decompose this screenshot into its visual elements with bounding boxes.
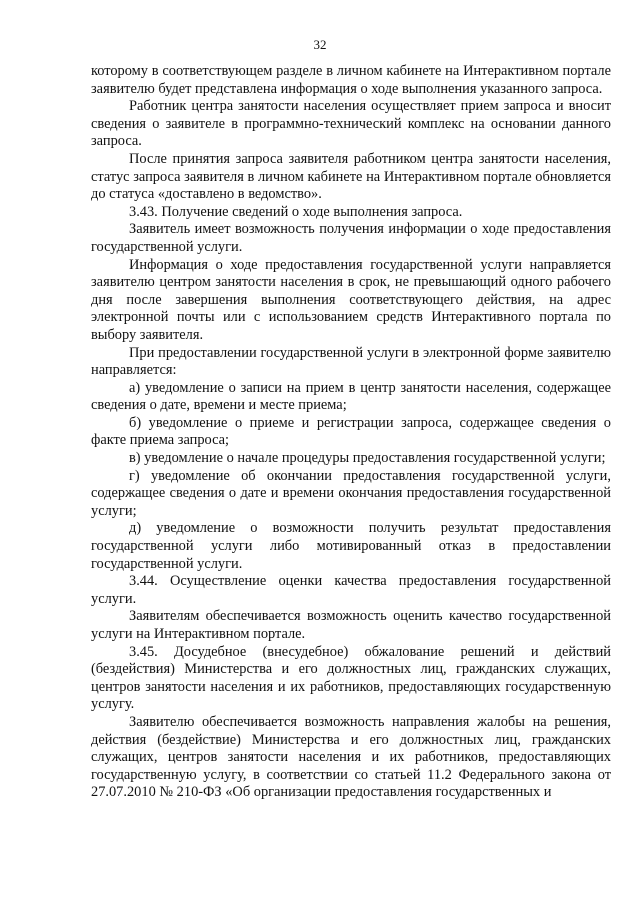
page-number: 32: [313, 37, 327, 52]
section-heading-3-45: 3.45. Досудебное (внесудебное) обжалование решений и действий (бездействия) Министерства и его должностных лиц, гражданских служащих, центров занятости населения и их работников, предоставляющих государственную услугу.: [91, 643, 611, 713]
list-item-v: в) уведомление о начале процедуры предоставления государственной услуги;: [129, 450, 606, 467]
list-item-g: г) уведомление об окончании предоставления государственной услуги, содержащее сведения о дате и времени окончания предоставления государственной услуги;: [91, 467, 611, 519]
paragraph-complaint-submission: Заявителю обеспечивается возможность направления жалобы на решения, действия (бездействие) Министерства и его должностных лиц, гражданских служащих, центров занятости населения и их работников, предоставляющих государственную услугу, в соответствии со статьей 11.2 Федерального закона от 27.07.2010 № 210-ФЗ «Об организации предоставления государственных и: [91, 713, 611, 801]
paragraph-applicant-info-ability: Заявитель имеет возможность получения информации о ходе предоставления государственной услуги.: [91, 221, 611, 255]
document-body: [91, 63, 611, 802]
paragraph-continuation: которому в соответствующем разделе в личном кабинете на Интерактивном портале заявителю будет представлена информация о ходе выполнения указанного запроса.: [91, 63, 611, 97]
paragraph-quality-assessment: Заявителям обеспечивается возможность оценить качество государственной услуги на Интерактивном портале.: [91, 608, 611, 642]
list-item-a: а) уведомление о записи на прием в центр занятости населения, содержащее сведения о дате, времени и месте приема;: [91, 379, 611, 414]
paragraph-progress-info-delivery: Информация о ходе предоставления государственной услуги направляется заявителю центром занятости населения в срок, не превышающий одного рабочего дня после завершения выполнения соответствующего действия, на адрес электронной почты или с использованием средств Интерактивного портала по выбору заявителя.: [91, 256, 611, 343]
section-heading-3-44: 3.44. Осуществление оценки качества предоставления государственной услуги.: [91, 573, 611, 607]
list-item-b: б) уведомление о приеме и регистрации запроса, содержащее сведения о факте приема запроса;: [91, 414, 611, 449]
paragraph-request-status-update: После принятия запроса заявителя работником центра занятости населения, статус запроса заявителя в личном кабинете на Интерактивном портале обновляется до статуса «доставлено в ведомство».: [91, 150, 611, 203]
section-heading-3-43: 3.43. Получение сведений о ходе выполнения запроса.: [129, 203, 463, 220]
paragraph-notifications-intro: При предоставлении государственной услуги в электронной форме заявителю направляется:: [91, 344, 611, 379]
list-item-d: д) уведомление о возможности получить результат предоставления государственной услуги либо мотивированный отказ в предоставлении государственной услуги.: [91, 520, 611, 572]
paragraph-employee-receives-request: Работник центра занятости населения осуществляет прием запроса и вносит сведения о заявителе в программно-технический комплекс на основании данного запроса.: [91, 98, 611, 150]
